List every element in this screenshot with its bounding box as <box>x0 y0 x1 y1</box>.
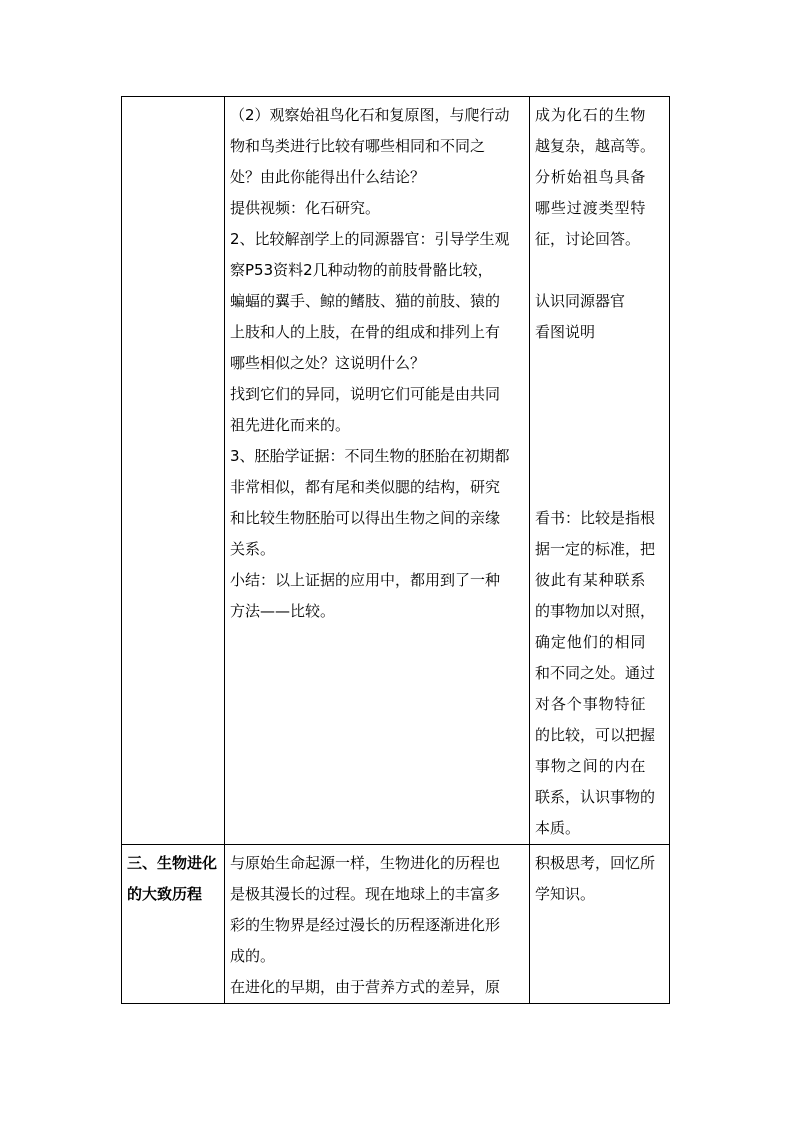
text-line: 越复杂，越高等。 <box>535 137 656 155</box>
text-line: 蝙蝠的翼手、鲸的鳍肢、猫的前肢、猿的 <box>230 292 501 310</box>
text-line: 成为化石的生物 <box>535 106 647 124</box>
spacer <box>535 410 665 441</box>
text-line: 方法——比较。 <box>230 602 336 620</box>
text-line: 2、比较解剖学上的同源器官：引导学生观 <box>230 230 510 248</box>
text-line: 彼此有某种联系 <box>535 571 647 589</box>
text-line: 确定他们的相同 <box>535 633 647 651</box>
table-row <box>122 845 670 1004</box>
text-line: （2）观察始祖鸟化石和复原图，与爬行动 <box>230 106 510 124</box>
section-heading: 三、生物进化 <box>127 854 218 872</box>
text-line: 的比较，可以把握 <box>535 726 656 744</box>
text-line: 认识同源器官 <box>535 292 626 310</box>
text-line: 的事物加以对照， <box>535 602 656 620</box>
text-line: 成的。 <box>230 947 276 965</box>
section-heading-cell <box>122 845 225 1004</box>
text-line: 本质。 <box>535 819 581 837</box>
text-line: 征，讨论回答。 <box>535 230 641 248</box>
text-line: 提供视频：化石研究。 <box>230 199 381 217</box>
student-activity-cell <box>530 845 670 1004</box>
text-line: 找到它们的异同，说明它们可能是由共同 <box>230 385 501 403</box>
text-line: 彩的生物界是经过漫长的历程逐渐进化形 <box>230 916 501 934</box>
text-line: 物和鸟类进行比较有哪些相同和不同之 <box>230 137 486 155</box>
spacer <box>535 379 665 410</box>
text-line: 和比较生物胚胎可以得出生物之间的亲缘 <box>230 509 501 527</box>
spacer <box>535 472 665 503</box>
table-row <box>122 97 670 845</box>
text-line: 联系，认识事物的 <box>535 788 656 806</box>
text-line: 察P53资料2几种动物的前肢骨骼比较， <box>230 261 493 279</box>
teacher-activity-cell <box>225 97 530 845</box>
spacer <box>535 255 665 286</box>
text-line: 分析始祖鸟具备 <box>535 168 647 186</box>
section-heading: 的大致历程 <box>127 885 203 903</box>
student-activity-cell <box>530 97 670 845</box>
text-line: 学知识。 <box>535 885 596 903</box>
text-line: 哪些过渡类型特 <box>535 199 647 217</box>
text-line: 看图说明 <box>535 323 596 341</box>
text-line: 据一定的标准，把 <box>535 540 656 558</box>
spacer <box>535 348 665 379</box>
text-line: 在进化的早期，由于营养方式的差异，原 <box>230 978 501 996</box>
text-line: 非常相似，都有尾和类似腮的结构，研究 <box>230 478 501 496</box>
text-line: 看书：比较是指根 <box>535 509 656 527</box>
text-line: 事物之间的内在 <box>535 757 647 775</box>
spacer <box>535 441 665 472</box>
text-line: 对各个事物特征 <box>535 695 647 713</box>
text-line: 哪些相似之处？这说明什么？ <box>230 354 426 372</box>
lesson-plan-table <box>121 96 670 1004</box>
text-line: 和不同之处。通过 <box>535 664 656 682</box>
text-line: 处？由此你能得出什么结论？ <box>230 168 426 186</box>
text-line: 上肢和人的上肢，在骨的组成和排列上有 <box>230 323 501 341</box>
text-line: 与原始生命起源一样，生物进化的历程也 <box>230 854 501 872</box>
text-line: 小结：以上证据的应用中，都用到了一种 <box>230 571 501 589</box>
teacher-activity-cell <box>225 845 530 1004</box>
text-line: 是极其漫长的过程。现在地球上的丰富多 <box>230 885 501 903</box>
section-cell-empty <box>122 97 225 845</box>
text-line: 祖先进化而来的。 <box>230 416 351 434</box>
text-line: 积极思考，回忆所 <box>535 854 656 872</box>
text-line: 3、胚胎学证据：不同生物的胚胎在初期都 <box>230 447 510 465</box>
text-line: 关系。 <box>230 540 276 558</box>
